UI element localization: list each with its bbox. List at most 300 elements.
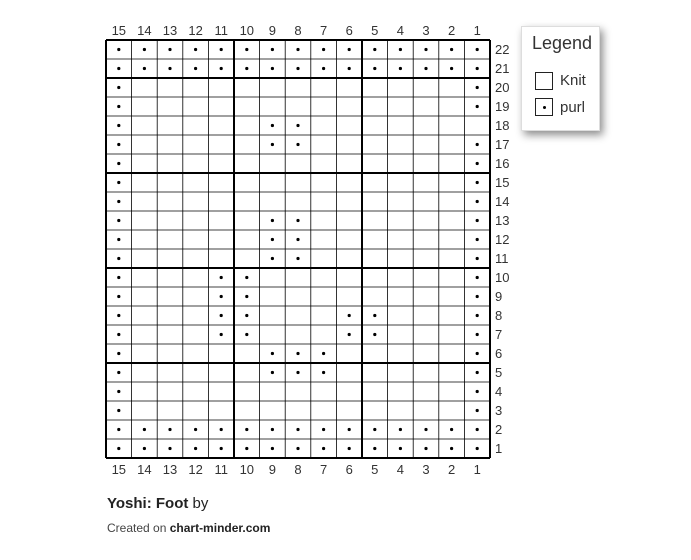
chart-cell (388, 382, 414, 401)
chart-cell (157, 306, 183, 325)
purl-dot (399, 48, 402, 51)
pattern-title (107, 495, 208, 512)
chart-cell (285, 325, 311, 344)
purl-dot (399, 447, 402, 450)
purl-dot (348, 67, 351, 70)
chart-cell (311, 173, 337, 192)
purl-dot (117, 409, 120, 412)
chart-cell (208, 344, 234, 363)
column-label-bottom: 9 (268, 462, 277, 477)
row-label: 18 (495, 118, 510, 133)
purl-dot (220, 314, 223, 317)
purl-dot (245, 447, 248, 450)
purl-dot (296, 447, 299, 450)
purl-dot (476, 143, 479, 146)
purl-dot (399, 428, 402, 431)
column-label-bottom: 14 (137, 462, 152, 477)
purl-dot (373, 67, 376, 70)
chart-cell (183, 78, 209, 97)
purl-dot (476, 295, 479, 298)
chart-cell (362, 344, 388, 363)
row-label: 19 (495, 99, 510, 114)
chart-cell (285, 382, 311, 401)
chart-cell (132, 382, 158, 401)
purl-dot (245, 276, 248, 279)
column-label-bottom: 2 (447, 462, 456, 477)
row-label: 15 (495, 175, 510, 190)
purl-dot (476, 200, 479, 203)
chart-cell (388, 192, 414, 211)
purl-dot (117, 238, 120, 241)
purl-dot (296, 257, 299, 260)
chart-cell (362, 154, 388, 173)
chart-cell (388, 325, 414, 344)
purl-symbol-icon (535, 98, 553, 116)
purl-dot (117, 276, 120, 279)
purl-dot (117, 200, 120, 203)
chart-cell (362, 268, 388, 287)
purl-dot (117, 428, 120, 431)
purl-dot (373, 333, 376, 336)
row-label: 1 (495, 441, 503, 456)
chart-cell (183, 287, 209, 306)
chart-cell (234, 211, 260, 230)
chart-cell (208, 230, 234, 249)
purl-dot (117, 48, 120, 51)
chart-cell (208, 97, 234, 116)
chart-cell (413, 363, 439, 382)
purl-dot (245, 48, 248, 51)
chart-cell (234, 135, 260, 154)
chart-cell (439, 173, 465, 192)
purl-dot (424, 48, 427, 51)
chart-cell (208, 116, 234, 135)
chart-cell (439, 344, 465, 363)
credit-line (107, 521, 270, 535)
purl-dot (296, 67, 299, 70)
legend-panel (521, 26, 600, 131)
purl-dot (271, 352, 274, 355)
column-label-top: 2 (447, 23, 456, 38)
column-label-top: 5 (371, 23, 379, 38)
purl-dot (373, 447, 376, 450)
purl-dot (271, 67, 274, 70)
chart-cell (132, 192, 158, 211)
chart-cell (285, 192, 311, 211)
chart-cell (183, 401, 209, 420)
purl-dot (245, 428, 248, 431)
chart-cell (362, 211, 388, 230)
purl-dot (476, 181, 479, 184)
chart-cell (439, 192, 465, 211)
chart-cell (439, 249, 465, 268)
credit-site-link[interactable]: chart-minder.com (169, 521, 271, 535)
purl-dot (194, 447, 197, 450)
purl-dot (476, 390, 479, 393)
chart-cell (439, 230, 465, 249)
chart-cell (183, 173, 209, 192)
chart-cell (157, 116, 183, 135)
chart-cell (157, 249, 183, 268)
purl-dot (245, 295, 248, 298)
chart-cell (285, 97, 311, 116)
chart-cell (413, 306, 439, 325)
chart-cell (413, 268, 439, 287)
chart-cell (388, 344, 414, 363)
purl-dot (373, 428, 376, 431)
purl-dot (476, 409, 479, 412)
chart-cell (208, 192, 234, 211)
purl-dot (296, 238, 299, 241)
column-label-top: 10 (239, 23, 255, 38)
chart-cell (157, 344, 183, 363)
chart-cell (157, 230, 183, 249)
purl-dot (117, 447, 120, 450)
chart-cell (311, 135, 337, 154)
row-label: 13 (495, 213, 510, 228)
chart-cell (183, 363, 209, 382)
chart-cell (439, 211, 465, 230)
chart-cell (157, 135, 183, 154)
chart-cell (208, 363, 234, 382)
purl-dot (424, 428, 427, 431)
purl-dot (220, 67, 223, 70)
row-label: 10 (495, 270, 510, 285)
chart-cell (260, 287, 286, 306)
chart-cell (157, 268, 183, 287)
column-label-top: 1 (473, 23, 481, 38)
purl-dot (194, 428, 197, 431)
chart-cell (362, 230, 388, 249)
chart-cell (285, 268, 311, 287)
column-label-bottom: 5 (371, 462, 379, 477)
chart-cell (336, 382, 362, 401)
chart-cell (336, 97, 362, 116)
chart-cell (388, 116, 414, 135)
chart-cell (132, 268, 158, 287)
chart-cell (413, 211, 439, 230)
purl-dot (296, 48, 299, 51)
legend-purl-label: purl (560, 99, 586, 116)
chart-cell (285, 401, 311, 420)
chart-cell (464, 116, 490, 135)
purl-dot (476, 67, 479, 70)
chart-cell (336, 401, 362, 420)
purl-dot (220, 48, 223, 51)
purl-dot (117, 143, 120, 146)
chart-cell (234, 78, 260, 97)
chart-cell (388, 249, 414, 268)
chart-cell (311, 287, 337, 306)
chart-cell (311, 249, 337, 268)
chart-cell (285, 173, 311, 192)
column-label-bottom: 6 (345, 462, 353, 477)
row-label: 3 (495, 403, 503, 418)
purl-dot (143, 428, 146, 431)
purl-dot (271, 238, 274, 241)
column-label-bottom: 8 (294, 462, 302, 477)
purl-dot (348, 447, 351, 450)
knit-symbol-icon (535, 72, 553, 90)
chart-cell (234, 382, 260, 401)
purl-dot (476, 162, 479, 165)
column-label-bottom: 3 (422, 462, 430, 477)
chart-cell (413, 287, 439, 306)
purl-dot (348, 333, 351, 336)
chart-cell (260, 306, 286, 325)
chart-cell (234, 230, 260, 249)
chart-cell (132, 325, 158, 344)
chart-cell (183, 154, 209, 173)
purl-dot (476, 219, 479, 222)
chart-cell (157, 363, 183, 382)
purl-dot (168, 428, 171, 431)
purl-dot (271, 447, 274, 450)
chart-cell (234, 249, 260, 268)
chart-cell (311, 230, 337, 249)
chart-cell (157, 287, 183, 306)
purl-dot (476, 371, 479, 374)
chart-cell (234, 97, 260, 116)
chart-cell (260, 382, 286, 401)
chart-cell (157, 154, 183, 173)
column-label-top: 12 (188, 23, 203, 38)
chart-cell (362, 135, 388, 154)
purl-dot (450, 67, 453, 70)
chart-cell (285, 287, 311, 306)
row-label: 21 (495, 61, 510, 76)
chart-cell (388, 173, 414, 192)
row-label: 4 (495, 384, 503, 399)
chart-cell (439, 382, 465, 401)
purl-dot (117, 314, 120, 317)
chart-cell (260, 154, 286, 173)
chart-cell (413, 401, 439, 420)
column-label-top: 11 (214, 23, 228, 38)
purl-dot (117, 352, 120, 355)
chart-cell (183, 211, 209, 230)
chart-cell (132, 173, 158, 192)
purl-dot (476, 86, 479, 89)
chart-cell (413, 78, 439, 97)
chart-cell (157, 192, 183, 211)
chart-cell (388, 363, 414, 382)
chart-cell (311, 401, 337, 420)
chart-cell (183, 344, 209, 363)
purl-dot (220, 447, 223, 450)
chart-cell (132, 363, 158, 382)
chart-cell (311, 154, 337, 173)
chart-cell (362, 78, 388, 97)
row-label: 6 (495, 346, 503, 361)
chart-cell (311, 325, 337, 344)
chart-cell (413, 154, 439, 173)
chart-cell (260, 401, 286, 420)
chart-cell (285, 306, 311, 325)
purl-dot (168, 67, 171, 70)
purl-dot (348, 428, 351, 431)
purl-dot (476, 48, 479, 51)
column-label-bottom: 1 (473, 462, 481, 477)
chart-cell (183, 306, 209, 325)
row-label: 22 (495, 42, 510, 57)
chart-cell (132, 78, 158, 97)
chart-cell (311, 192, 337, 211)
column-label-top: 9 (268, 23, 277, 38)
purl-dot (424, 67, 427, 70)
chart-cell (336, 135, 362, 154)
chart-cell (132, 97, 158, 116)
chart-cell (388, 306, 414, 325)
purl-dot (296, 371, 299, 374)
chart-cell (157, 211, 183, 230)
chart-cell (388, 154, 414, 173)
chart-cell (439, 135, 465, 154)
chart-cell (388, 78, 414, 97)
chart-cell (208, 173, 234, 192)
column-label-top: 8 (294, 23, 302, 38)
chart-cell (132, 211, 158, 230)
purl-dot (117, 105, 120, 108)
chart-cell (362, 116, 388, 135)
chart-cell (413, 192, 439, 211)
purl-dot (476, 105, 479, 108)
purl-dot (271, 371, 274, 374)
purl-dot (117, 124, 120, 127)
purl-dot (322, 371, 325, 374)
column-label-top: 7 (319, 23, 328, 38)
chart-cell (336, 173, 362, 192)
purl-dot (271, 48, 274, 51)
purl-dot (322, 48, 325, 51)
chart-cell (208, 249, 234, 268)
purl-dot (296, 219, 299, 222)
chart-cell (183, 249, 209, 268)
purl-dot (476, 276, 479, 279)
pattern-name: Yoshi: Foot (107, 495, 189, 512)
purl-dot (476, 257, 479, 260)
purl-dot (220, 333, 223, 336)
purl-dot (450, 48, 453, 51)
purl-dot (220, 276, 223, 279)
purl-dot (271, 428, 274, 431)
chart-cell (183, 116, 209, 135)
chart-cell (439, 306, 465, 325)
column-label-top: 14 (137, 23, 152, 38)
purl-dot (117, 295, 120, 298)
chart-cell (311, 211, 337, 230)
purl-dot (117, 390, 120, 393)
chart-cell (388, 401, 414, 420)
chart-cell (183, 382, 209, 401)
chart-cell (413, 344, 439, 363)
chart-cell (208, 78, 234, 97)
row-label: 12 (495, 232, 510, 247)
chart-cell (132, 230, 158, 249)
purl-dot (373, 48, 376, 51)
row-label: 2 (495, 422, 503, 437)
column-label-bottom: 7 (319, 462, 328, 477)
chart-cell (336, 249, 362, 268)
chart-cell (388, 287, 414, 306)
chart-cell (183, 192, 209, 211)
chart-cell (157, 325, 183, 344)
chart-cell (439, 363, 465, 382)
purl-dot (296, 143, 299, 146)
chart-cell (413, 382, 439, 401)
chart-cell (208, 401, 234, 420)
purl-dot (322, 67, 325, 70)
column-label-bottom: 11 (214, 462, 228, 477)
chart-cell (311, 116, 337, 135)
chart-cell (208, 154, 234, 173)
purl-dot (476, 238, 479, 241)
purl-dot (143, 67, 146, 70)
chart-cell (132, 401, 158, 420)
chart-cell (132, 135, 158, 154)
chart-cell (413, 97, 439, 116)
chart-cell (234, 401, 260, 420)
purl-dot (220, 295, 223, 298)
purl-dot (168, 447, 171, 450)
chart-cell (362, 192, 388, 211)
purl-dot (271, 219, 274, 222)
chart-cell (234, 154, 260, 173)
column-label-top: 6 (345, 23, 353, 38)
chart-cell (336, 78, 362, 97)
purl-dot (143, 447, 146, 450)
chart-cell (336, 287, 362, 306)
chart-cell (336, 211, 362, 230)
purl-dot (476, 447, 479, 450)
chart-cell (439, 154, 465, 173)
chart-cell (439, 401, 465, 420)
row-label: 17 (495, 137, 510, 152)
chart-cell (285, 154, 311, 173)
purl-dot (399, 67, 402, 70)
chart-cell (234, 344, 260, 363)
row-label: 20 (495, 80, 510, 95)
row-label: 5 (495, 365, 503, 380)
chart-cell (413, 249, 439, 268)
chart-cell (234, 173, 260, 192)
chart-cell (388, 230, 414, 249)
chart-cell (362, 249, 388, 268)
purl-dot (117, 333, 120, 336)
purl-dot (348, 48, 351, 51)
chart-cell (183, 97, 209, 116)
column-label-bottom: 10 (239, 462, 255, 477)
chart-cell (183, 135, 209, 154)
purl-dot (117, 219, 120, 222)
chart-cell (132, 154, 158, 173)
chart-cell (260, 325, 286, 344)
chart-cell (234, 192, 260, 211)
purl-dot (194, 48, 197, 51)
column-label-bottom: 4 (396, 462, 405, 477)
chart-cell (413, 325, 439, 344)
chart-cell (362, 287, 388, 306)
chart-cell (260, 97, 286, 116)
chart-cell (413, 230, 439, 249)
chart-cell (362, 363, 388, 382)
chart-cell (183, 230, 209, 249)
chart-cell (157, 78, 183, 97)
purl-dot (117, 67, 120, 70)
purl-dot (220, 428, 223, 431)
chart-cell (439, 116, 465, 135)
chart-cell (234, 116, 260, 135)
